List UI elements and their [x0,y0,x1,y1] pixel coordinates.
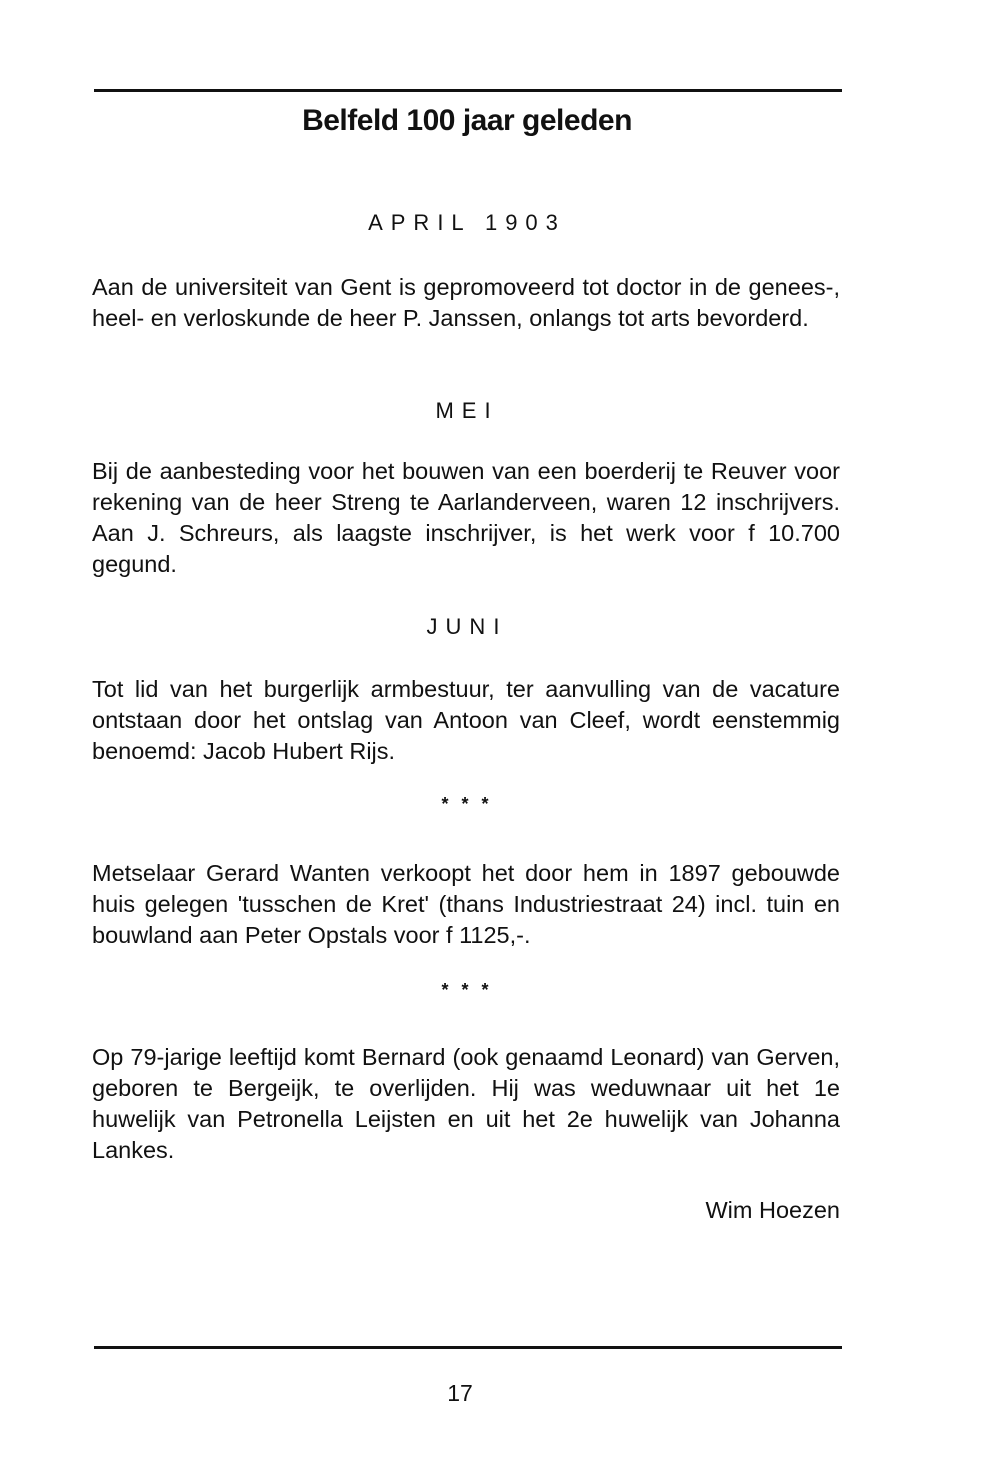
paragraph-wanten: Metselaar Gerard Wanten verkoopt het door hem in 1897 gebouwde huis gelegen 'tusschen de Kret' (thans Industriestraat 24) incl. tuin en bouwland aan Peter Opstals voor f 1125,-. [92,860,840,948]
section-heading-mei: MEI [435,398,499,423]
section-heading-april: APRIL 1903 [368,210,566,235]
separator-stars: * * * [441,794,493,814]
separator-stars: * * * [441,980,493,1000]
paragraph-april: Aan de universiteit van Gent is gepromoveerd tot doctor in de genees-, heel- en verloskunde de heer P. Janssen, onlangs tot arts bevorderd. [92,274,840,331]
paragraph-mei: Bij de aanbesteding voor het bouwen van een boerderij te Reuver voor rekening van de heer Streng te Aarlanderveen, waren 12 inschrijvers. Aan J. Schreurs, als laagste inschrijver, is het werk voor f 10.700 gegund. [92,458,840,577]
author-signature: Wim Hoezen [705,1197,840,1223]
paragraph-van-gerven: Op 79-jarige leeftijd komt Bernard (ook genaamd Leonard) van Gerven, geboren te Bergeijk, te overlijden. Hij was weduwnaar uit het 1e huwelijk van Petronella Leijsten en uit het 2e huwelijk van Johanna Lankes. [92,1044,840,1163]
paragraph-juni: Tot lid van het burgerlijk armbestuur, ter aanvulling van de vacature ontstaan door het ontslag van Antoon van Cleef, wordt eenstemmig benoemd: Jacob Hubert Rijs. [92,676,840,764]
article-title: Belfeld 100 jaar geleden [302,104,632,137]
section-heading-juni: JUNI [426,614,508,639]
bottom-rule [94,1346,842,1349]
top-rule [94,89,842,92]
page-number: 17 [447,1380,473,1406]
